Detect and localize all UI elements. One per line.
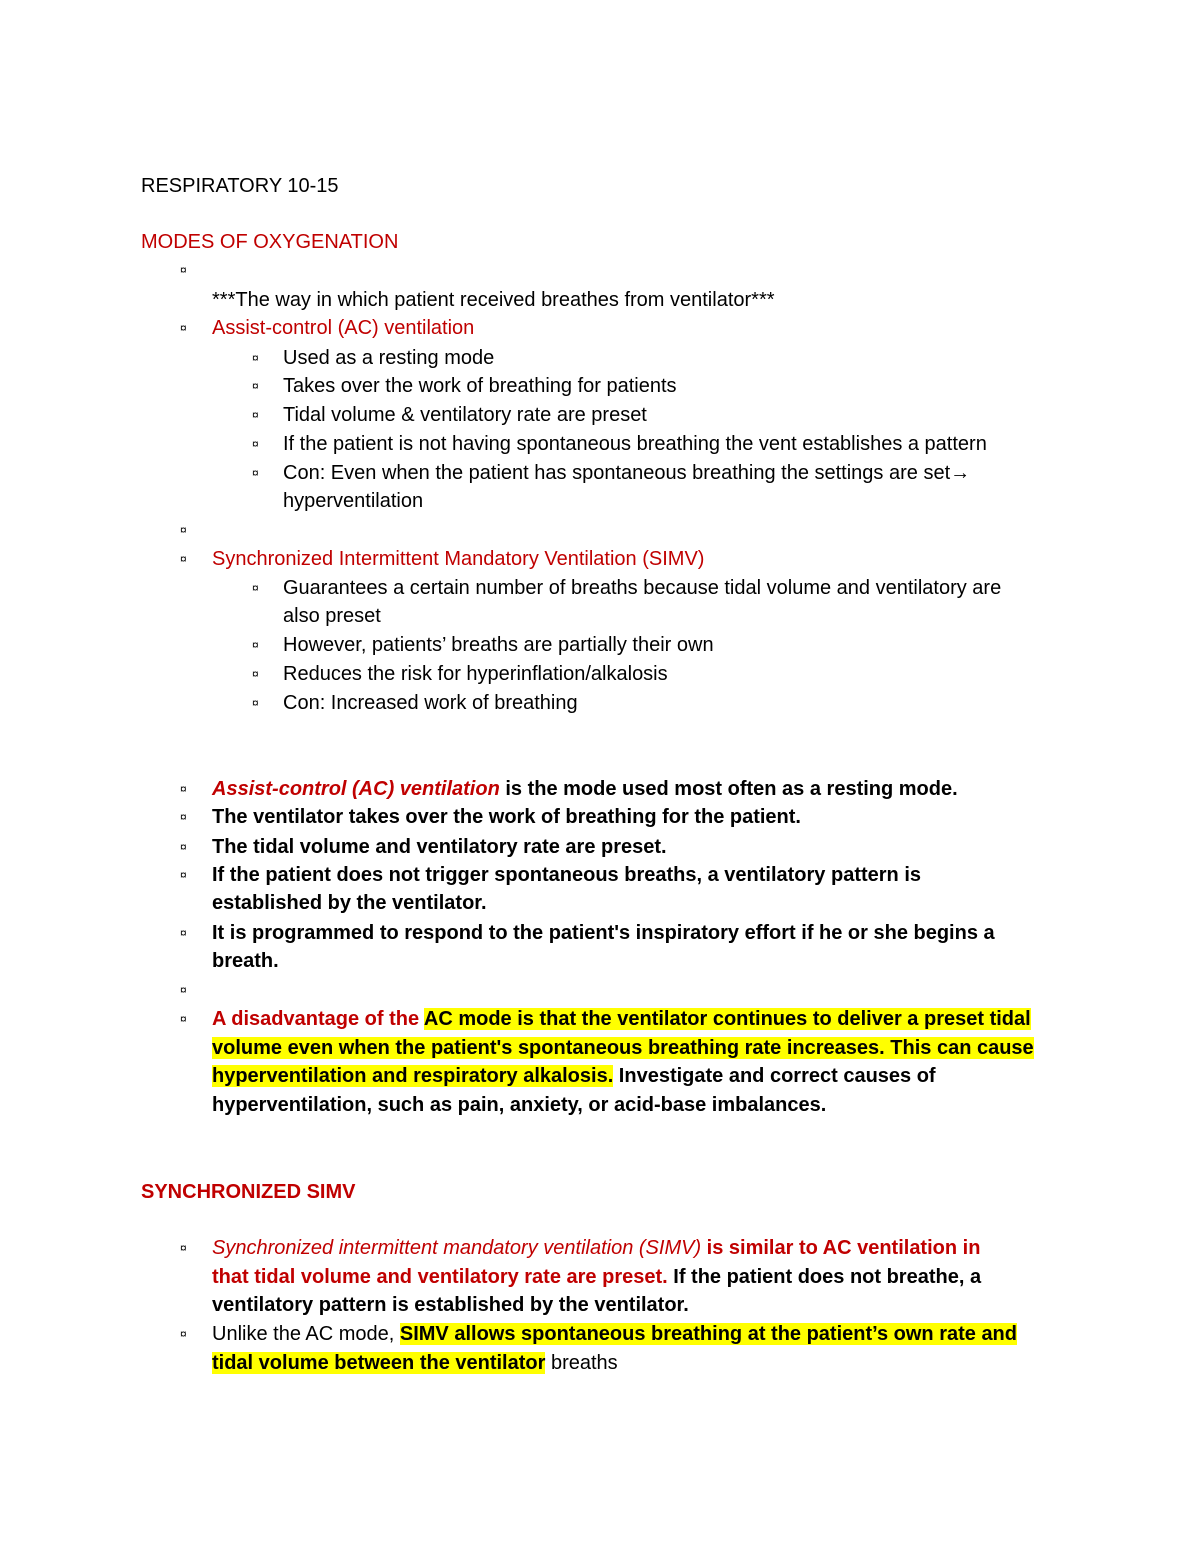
intro-text: ***The way in which patient received breathes from ventilator*** <box>212 289 775 311</box>
highlight: hyperventilation and respiratory alkalosis. <box>212 1065 614 1087</box>
list-item-continuation: also preset <box>283 605 381 627</box>
paragraph-continuation: ventilatory pattern is established by the ventilator. <box>212 1294 689 1316</box>
list-item: Reduces the risk for hyperinflation/alkalosis <box>283 663 668 685</box>
list-item: Takes over the work of breathing for patients <box>283 375 677 397</box>
bullet: ¤ <box>252 667 259 681</box>
paragraph-continuation: hyperventilation, such as pain, anxiety, or acid-base imbalances. <box>212 1094 827 1116</box>
bullet: ¤ <box>180 782 187 796</box>
bullet: ¤ <box>180 868 187 882</box>
highlighted-paragraph-continuation: hyperventilation and respiratory alkalosis. Investigate and correct causes of <box>212 1065 936 1087</box>
list-item: Con: Increased work of breathing <box>283 692 578 714</box>
bullet: ¤ <box>180 840 187 854</box>
bullet: ¤ <box>252 437 259 451</box>
list-item: However, patients’ breaths are partially their own <box>283 634 714 656</box>
ac-ventilation-label: Assist-control (AC) ventilation <box>212 317 475 339</box>
bullet: ¤ <box>252 581 259 595</box>
bullet: ¤ <box>252 638 259 652</box>
list-item-continuation: hyperventilation <box>283 490 424 512</box>
bullet: ¤ <box>180 321 187 335</box>
bullet: ¤ <box>252 696 259 710</box>
list-item: Con: Even when the patient has spontaneous breathing the settings are set→ <box>283 462 971 484</box>
bullet: ¤ <box>180 552 187 566</box>
list-item: Guarantees a certain number of breaths because tidal volume and ventilatory are <box>283 577 1002 599</box>
highlight: volume even when the patient's spontaneous breathing rate increases. This can cause <box>212 1037 1034 1059</box>
paragraph-continuation: breath. <box>212 950 279 972</box>
highlighted-paragraph: Unlike the AC mode, SIMV allows spontaneous breathing at the patient’s own rate and <box>212 1323 1017 1345</box>
bullet: ¤ <box>252 408 259 422</box>
paragraph: If the patient does not trigger spontaneous breaths, a ventilatory pattern is <box>212 864 921 886</box>
highlight: SIMV allows spontaneous breathing at the patient’s own rate and <box>399 1323 1017 1345</box>
list-item: Used as a resting mode <box>283 347 495 369</box>
bullet: ¤ <box>180 810 187 824</box>
bullet: ¤ <box>252 379 259 393</box>
paragraph: Assist-control (AC) ventilation is the mode used most often as a resting mode. <box>212 778 958 800</box>
paragraph-continuation: that tidal volume and ventilatory rate are preset. If the patient does not breathe, a <box>212 1266 982 1288</box>
section-heading-modes-of-oxygenation: MODES OF OXYGENATION <box>141 231 399 253</box>
list-item: If the patient is not having spontaneous breathing the vent establishes a pattern <box>283 433 987 455</box>
bullet: ¤ <box>252 466 259 480</box>
document-title: RESPIRATORY 10-15 <box>141 175 339 197</box>
bullet: ¤ <box>180 983 187 997</box>
highlighted-paragraph: A disadvantage of the AC mode is that the ventilator continues to deliver a preset tidal <box>212 1008 1031 1030</box>
highlighted-paragraph-continuation: tidal volume between the ventilator breaths <box>212 1352 618 1374</box>
paragraph: It is programmed to respond to the patient's inspiratory effort if he or she begins a <box>212 922 995 944</box>
list-item: Tidal volume & ventilatory rate are preset <box>283 404 647 426</box>
highlight: tidal volume between the ventilator <box>212 1352 546 1374</box>
simv-label: Synchronized Intermittent Mandatory Ventilation (SIMV) <box>212 548 705 570</box>
highlighted-paragraph-continuation <box>212 1034 1034 1062</box>
arrow-right-icon: → <box>950 462 971 484</box>
bullet: ¤ <box>180 523 187 537</box>
paragraph: The tidal volume and ventilatory rate are preset. <box>212 836 667 858</box>
bullet: ¤ <box>180 1012 187 1026</box>
paragraph: The ventilator takes over the work of breathing for the patient. <box>212 806 801 828</box>
paragraph: Synchronized intermittent mandatory ventilation (SIMV) is similar to AC ventilation in <box>212 1237 981 1259</box>
bullet: ¤ <box>180 263 187 277</box>
paragraph-continuation: established by the ventilator. <box>212 892 487 914</box>
bullet: ¤ <box>252 351 259 365</box>
highlight: AC mode is that the ventilator continues to deliver a preset tidal <box>423 1008 1031 1030</box>
bullet: ¤ <box>180 1241 187 1255</box>
bullet: ¤ <box>180 926 187 940</box>
bullet: ¤ <box>180 1327 187 1341</box>
section-heading-synchronized-simv: SYNCHRONIZED SIMV <box>141 1181 356 1203</box>
